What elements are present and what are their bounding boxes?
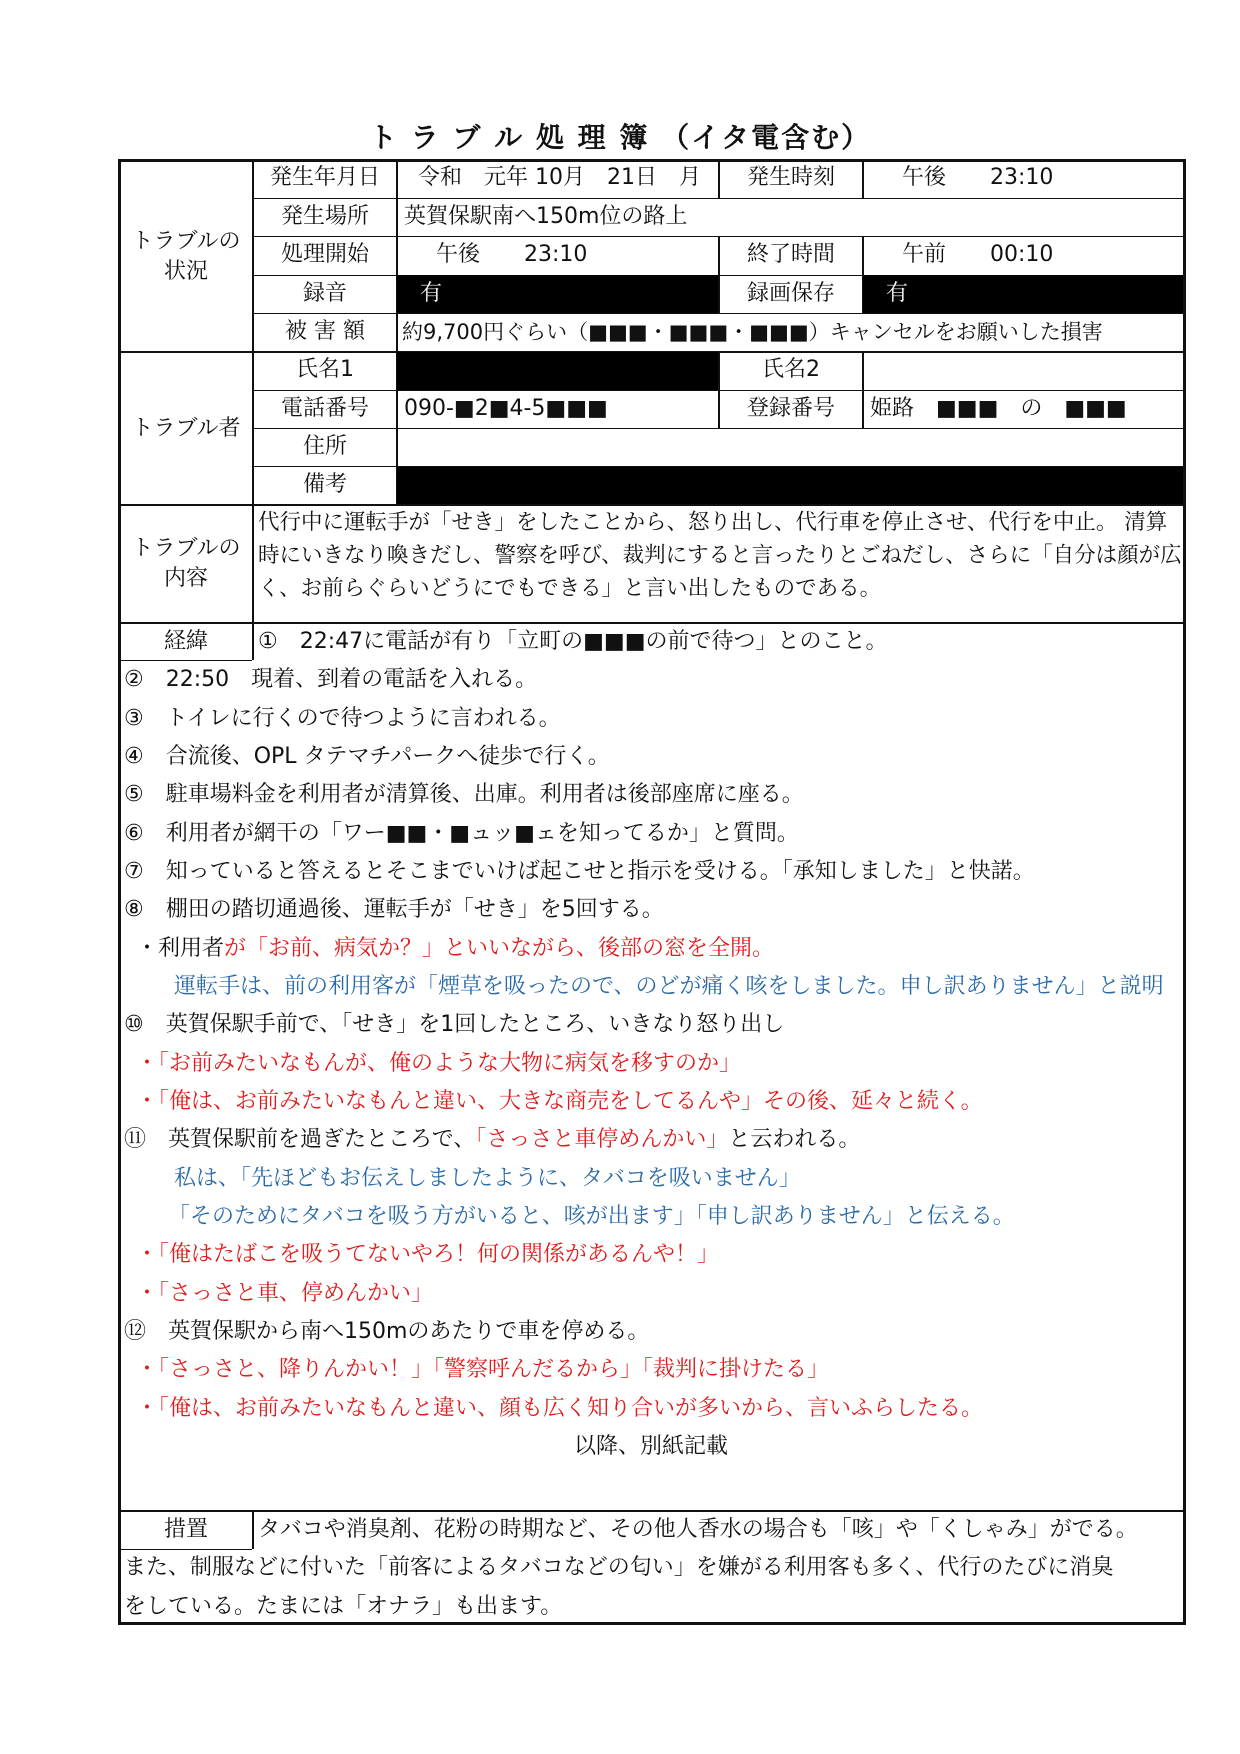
- reg-value: 姫路 ■■■ の ■■■: [870, 396, 1127, 421]
- content-text: 代行中に運転手が「せき」をしたことから、怒り出し、代行車を停止させ、代行を中止。 清算時にいきなり喚きだし、警察を呼び、裁判にすると言ったりとごねだし、さらに「自分は顔が広く、お前らぐらいどうにでもできる」と言い出したものである。: [258, 510, 1182, 601]
- history-line-15: 私は、「先ほどもお伝えしましたように、タバコを吸いません」: [174, 1166, 801, 1191]
- history-line-8: ⑧ 棚田の踏切通過後、運転手が「せき」を5回する。: [124, 897, 664, 922]
- measures-line-1: タバコや消臭剤、花粉の時期など、その他人香水の場合も「咳」や「くしゃみ」がでる。: [258, 1517, 1138, 1542]
- name2-label: 氏名2: [762, 357, 820, 382]
- history-line-10: 運転手は、前の利用客が「煙草を吸ったので、のどが痛く咳をしました。申し訳ありません」と説明: [174, 974, 1164, 999]
- history-line-14-c: と云われる。: [728, 1127, 861, 1152]
- history-line-13: ・「俺は、お前みたいなもんと違い、大きな商売をしてるんや」その後、延々と続く。: [136, 1089, 983, 1114]
- damage-label: 被 害 額: [285, 319, 365, 344]
- address-label: 住所: [302, 434, 347, 459]
- phone-value: 090-■2■4-5■■■: [404, 396, 608, 421]
- notes-label: 備考: [302, 472, 347, 497]
- page-title: ト ラ ブ ル 処 理 簿 （イタ電含む）: [368, 121, 872, 154]
- recording-value: 有: [420, 281, 443, 306]
- history-line-19: ⑫ 英賀保駅から南へ150mのあたりで車を停める。: [124, 1319, 650, 1344]
- occur-date-value: 令和 元年 10月 21日 月: [418, 165, 701, 190]
- start-value: 午後 23:10: [436, 242, 588, 267]
- history-line-4: ④ 合流後、OPL タテマチパークへ徒歩で行く。: [124, 744, 610, 769]
- reg-label: 登録番号: [746, 396, 835, 421]
- redacted-recording-cell: [397, 275, 718, 313]
- history-line-9-b: が「お前、病気か？」といいながら、後部の窓を全開。: [224, 936, 775, 961]
- history-label: 経緯: [163, 629, 208, 654]
- phone-label: 電話番号: [280, 396, 369, 421]
- content-section-label: トラブルの 内容: [131, 536, 241, 591]
- history-line-11: ⑩ 英賀保駅手前で、「せき」を1回したところ、いきなり怒り出し: [124, 1012, 785, 1037]
- history-line-5: ⑤ 駐車場料金を利用者が清算後、出庫。利用者は後部座席に座る。: [124, 782, 804, 807]
- person-section-label: トラブル者: [131, 416, 241, 441]
- measures-line-3: をしている。たまには「オナラ」も出ます。: [124, 1594, 563, 1619]
- history-line-3: ③ トイレに行くので待つように言われる。: [124, 706, 561, 731]
- history-line-20: ・「さっさと、降りんかい！」「警察呼んだるから」「裁判に掛けたる」: [136, 1357, 830, 1382]
- place-label: 発生場所: [280, 204, 369, 229]
- measures-line-2: また、制服などに付いた「前客によるタバコなどの匂い」を嫌がる利用客も多く、代行のたびに消臭: [124, 1555, 1114, 1580]
- history-line-6: ⑥ 利用者が網干の「ワー■■・■ュッ■ェを知ってるか」と質問。: [124, 821, 799, 846]
- history-line-7: ⑦ 知っていると答えるとそこまでいけば起こせと指示を受ける。「承知しました」と快諾。: [124, 859, 1035, 884]
- history-line-17: ・「俺はたばこを吸うてないやろ！何の関係があるんや！」: [136, 1242, 720, 1267]
- history-line-12: ・「お前みたいなもんが、俺のような大物に病気を移すのか」: [136, 1051, 742, 1076]
- measures-label: 措置: [163, 1517, 208, 1542]
- occur-time-value: 午後 23:10: [902, 165, 1054, 190]
- history-line-21: ・「俺は、お前みたいなもんと違い、顔も広く知り合いが多いから、言いふらしたる。: [136, 1396, 984, 1421]
- redacted-video-cell: [863, 275, 1183, 313]
- redacted-notes: [397, 467, 1183, 504]
- end-label: 終了時間: [746, 242, 835, 267]
- history-line-18: ・「さっさと車、停めんかい」: [136, 1281, 434, 1306]
- history-line-9: [136, 936, 774, 962]
- place-value: 英賀保駅南へ150m位の路上: [404, 204, 688, 229]
- recording-label: 録音: [302, 281, 347, 306]
- video-value: 有: [886, 281, 909, 306]
- history-line-14-b: 「さっさと車停めんかい」: [475, 1127, 729, 1152]
- history-line-16: 「そのためにタバコを吸う方がいると、咳が出ます」「申し訳ありません」と伝える。: [168, 1204, 1015, 1229]
- redacted-name1: [397, 352, 718, 390]
- history-line-2: ② 22:50 現着、到着の電話を入れる。: [124, 667, 538, 692]
- end-value: 午前 00:10: [902, 242, 1054, 267]
- video-label: 録画保存: [746, 281, 835, 306]
- situation-section-label: トラブルの 状況: [131, 229, 241, 284]
- damage-value: 約9,700円ぐらい（■■■・■■■・■■■）キャンセルをお願いした損害: [402, 320, 1103, 344]
- name1-label: 氏名1: [296, 357, 354, 382]
- occur-date-label: 発生年月日: [269, 165, 380, 190]
- history-line-14-a: ⑪ 英賀保駅前を過ぎたところで、: [124, 1127, 476, 1152]
- history-line-14: [124, 1127, 860, 1153]
- history-line-1: ① 22:47に電話が有り「立町の■■■の前で待つ」とのこと。: [258, 629, 888, 654]
- start-label: 処理開始: [280, 242, 369, 267]
- history-line-9-a: ・利用者: [136, 936, 225, 961]
- history-line-22: 以降、別紙記載: [574, 1434, 729, 1459]
- occur-time-label: 発生時刻: [746, 165, 835, 190]
